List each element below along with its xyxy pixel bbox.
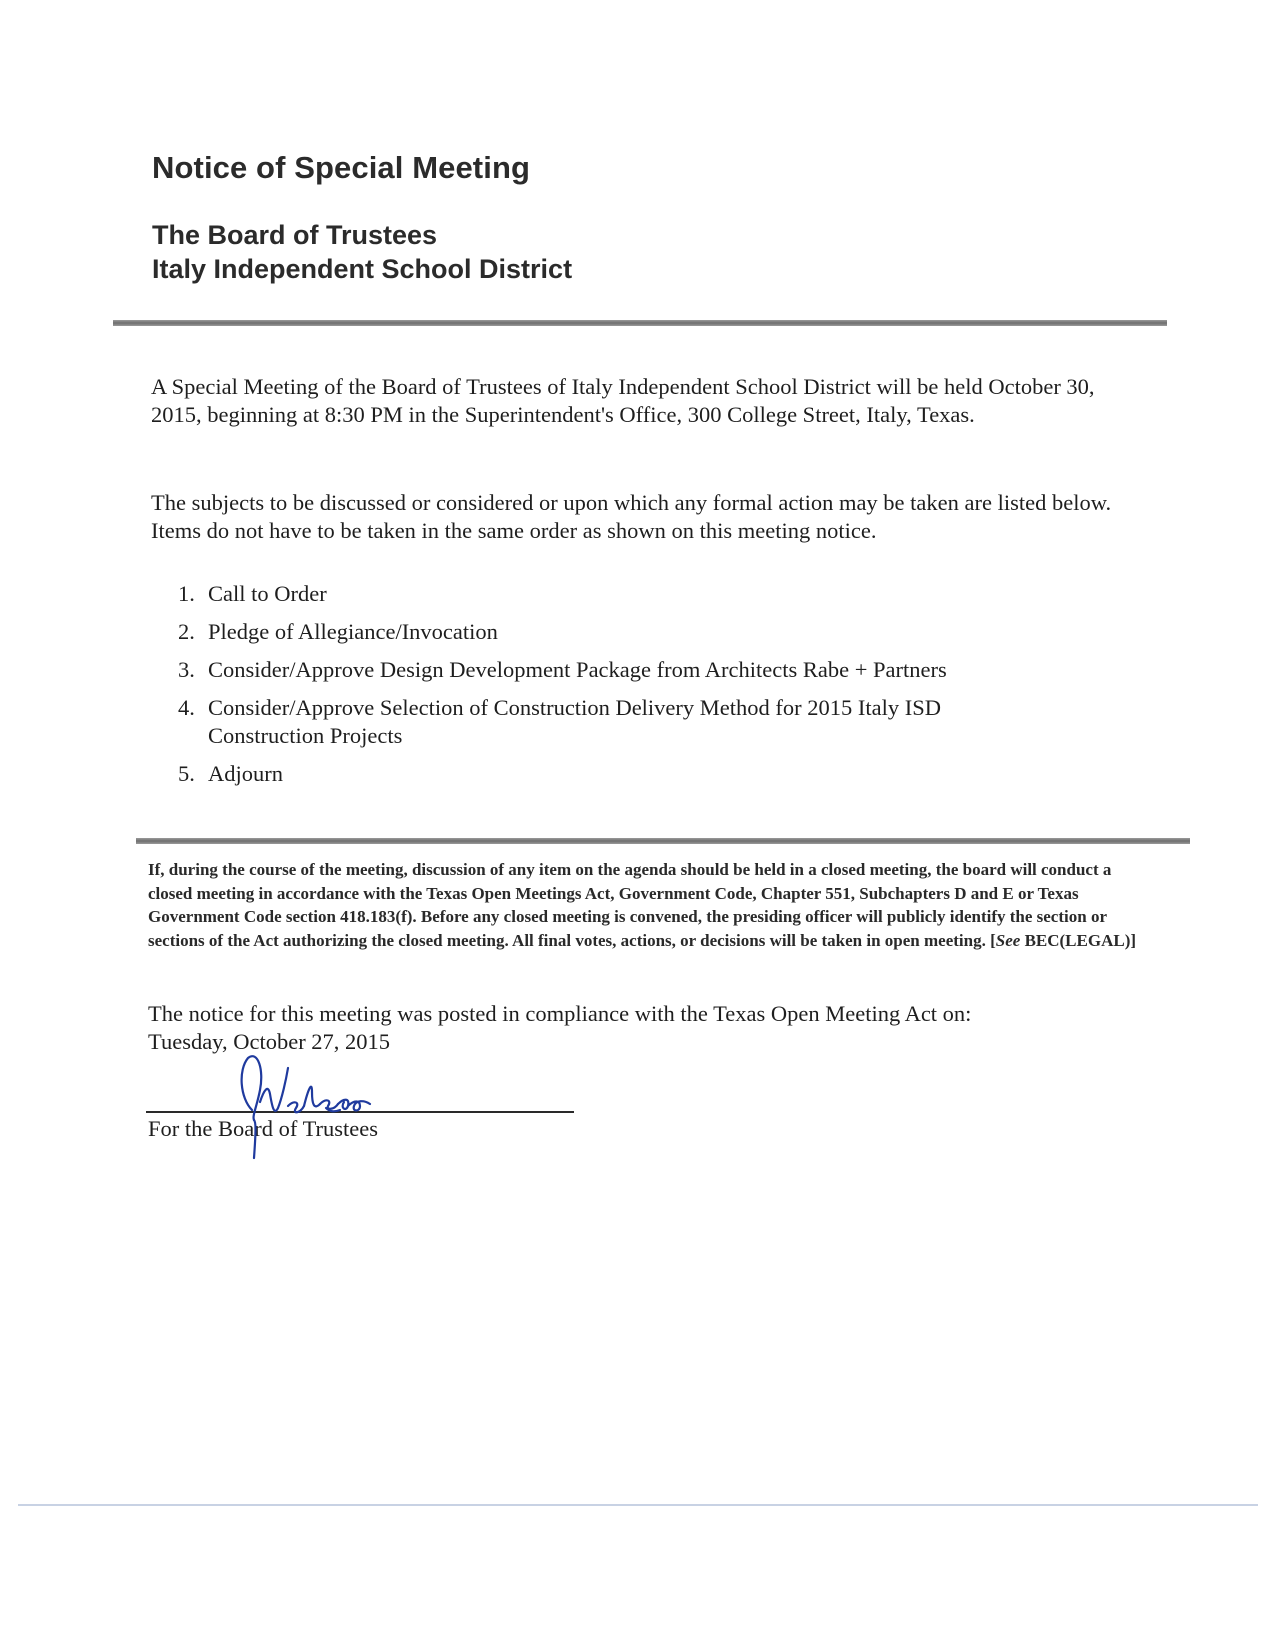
org-line-board: The Board of Trustees [152, 220, 438, 250]
policy-reference: BEC(LEGAL)] [1020, 930, 1137, 950]
top-divider [113, 320, 1167, 326]
agenda-item [178, 618, 1058, 646]
meeting-details-paragraph: A Special Meeting of the Board of Trustees of Italy Independent School District will be held October 30, 2015, beginning at 8:30 PM in the Superintendent's Office, 300 College Street, Italy, Texas. [151, 374, 1095, 427]
posting-date: Tuesday, October 27, 2015 [148, 1029, 391, 1054]
notice-title: Notice of Special Meeting [152, 150, 531, 185]
agenda-item-text: Pledge of Allegiance/Invocation [208, 619, 498, 644]
agenda-item [178, 656, 1058, 684]
agenda-item-number: 2. [178, 619, 195, 644]
agenda-item-text: Adjourn [208, 761, 283, 786]
agenda-list [178, 580, 1058, 798]
see-reference: See [995, 930, 1021, 950]
org-line-district: Italy Independent School District [152, 254, 573, 284]
middle-divider [136, 838, 1190, 844]
subjects-paragraph: The subjects to be discussed or considered or upon which any formal action may be taken are listed below. Items do not have to be taken in the same order as shown on this meeting notice. [151, 490, 1112, 543]
closed-meeting-text: If, during the course of the meeting, discussion of any item on the agenda should be held in a closed meeting, the board will conduct a closed meeting in accordance with the Texas Open Meetings Act, Government Code, Chapter 551, Subchapters D and E or Texas Government Code section 418.183(f). Before any closed meeting is convened, the presiding officer will publicly identify the section or sections of the Act authorizing the closed meeting. All final votes, actions, or decisions will be taken in open meeting. [ [148, 860, 1112, 950]
closed-meeting-notice [148, 858, 1138, 952]
scan-artifact-line [18, 1504, 1258, 1506]
agenda-item [178, 760, 1058, 788]
agenda-item [178, 580, 1058, 608]
posting-statement [148, 1000, 1148, 1056]
agenda-item-number: 3. [178, 657, 195, 682]
posting-statement-text: The notice for this meeting was posted in compliance with the Texas Open Meeting Act on: [148, 1001, 972, 1026]
signature-caption: For the Board of Trustees [148, 1116, 378, 1141]
handwritten-signature [230, 1050, 410, 1160]
agenda-item-number: 1. [178, 581, 195, 606]
agenda-item [178, 694, 1058, 750]
agenda-item-text: Consider/Approve Selection of Construction Delivery Method for 2015 Italy ISD Construction Projects [208, 695, 941, 748]
agenda-item-number: 5. [178, 761, 195, 786]
agenda-item-number: 4. [178, 695, 195, 720]
agenda-item-text: Call to Order [208, 581, 327, 606]
organization-heading [152, 218, 572, 286]
agenda-item-text: Consider/Approve Design Development Package from Architects Rabe + Partners [208, 657, 947, 682]
